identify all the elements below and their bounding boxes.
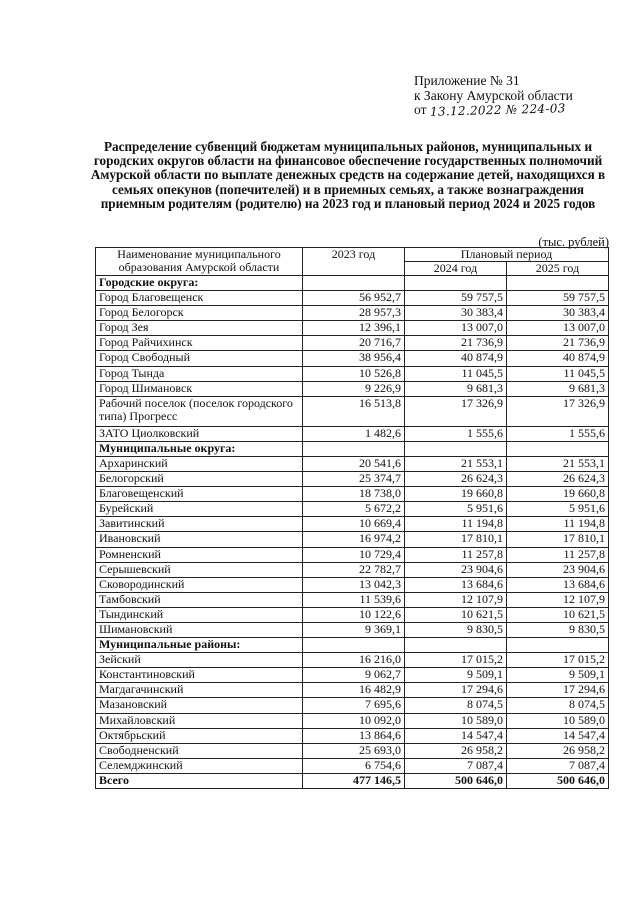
- value-2024: 17 810,1: [405, 532, 507, 547]
- municipality-name: Архаринский: [96, 456, 303, 471]
- municipality-name: Город Тында: [96, 366, 303, 381]
- value-2024: 26 624,3: [405, 472, 507, 487]
- empty-cell: [405, 638, 507, 653]
- table-row: [96, 336, 609, 351]
- table-row: [96, 381, 609, 396]
- table-row: [96, 698, 609, 713]
- empty-cell: [303, 441, 405, 456]
- value-2024: 17 015,2: [405, 653, 507, 668]
- table-row: [96, 517, 609, 532]
- table-row: [96, 321, 609, 336]
- value-2023: 16 974,2: [303, 532, 405, 547]
- value-2025: 12 107,9: [507, 592, 609, 607]
- value-2024: 11 194,8: [405, 517, 507, 532]
- value-2025: 14 547,4: [507, 728, 609, 743]
- header-2023: 2023 год: [303, 248, 405, 276]
- municipality-name: Серышевский: [96, 562, 303, 577]
- table-row: [96, 728, 609, 743]
- table-row: [96, 366, 609, 381]
- value-2024: 30 383,4: [405, 306, 507, 321]
- empty-cell: [507, 441, 609, 456]
- municipality-name: Константиновский: [96, 668, 303, 683]
- value-2024: 9 509,1: [405, 668, 507, 683]
- total-2023: 477 146,5: [303, 773, 405, 788]
- value-2025: 7 087,4: [507, 758, 609, 773]
- table-header-row: [96, 248, 609, 262]
- group-header-row: [96, 276, 609, 291]
- value-2023: 6 754,6: [303, 758, 405, 773]
- group-title: Городские округа:: [96, 276, 303, 291]
- total-2025: 500 646,0: [507, 773, 609, 788]
- municipality-name: Город Свободный: [96, 351, 303, 366]
- municipality-name: Рабочий поселок (поселок городского типа) Прогресс: [96, 396, 303, 426]
- empty-cell: [405, 441, 507, 456]
- value-2023: 1 482,6: [303, 426, 405, 441]
- value-2025: 26 624,3: [507, 472, 609, 487]
- document-title: Распределение субвенций бюджетам муниципальных районов, муниципальных и городских округов области на финансовое обеспечение государственных полномочий Амурской области по выплате денежных средств на содержание детей, находящихся в семьях опекунов (попечителей) и в приемных семьях, а также вознаграждения приемным родителям (родителю) на 2023 год и плановый период 2024 и 2025 годов: [90, 139, 606, 211]
- value-2023: 12 396,1: [303, 321, 405, 336]
- municipality-name: Благовещенский: [96, 487, 303, 502]
- value-2025: 59 757,5: [507, 291, 609, 306]
- value-2025: 40 874,9: [507, 351, 609, 366]
- value-2025: 10 589,0: [507, 713, 609, 728]
- value-2024: 21 736,9: [405, 336, 507, 351]
- table-row: [96, 713, 609, 728]
- value-2023: 10 122,6: [303, 607, 405, 622]
- table-row: [96, 668, 609, 683]
- value-2025: 30 383,4: [507, 306, 609, 321]
- table-row: [96, 743, 609, 758]
- value-2024: 23 904,6: [405, 562, 507, 577]
- empty-cell: [405, 276, 507, 291]
- empty-cell: [303, 638, 405, 653]
- municipality-name: Тамбовский: [96, 592, 303, 607]
- table-row: [96, 426, 609, 441]
- empty-cell: [507, 276, 609, 291]
- value-2023: 25 693,0: [303, 743, 405, 758]
- municipality-name: Город Шимановск: [96, 381, 303, 396]
- municipality-name: Шимановский: [96, 622, 303, 637]
- value-2025: 9 509,1: [507, 668, 609, 683]
- value-2025: 5 951,6: [507, 502, 609, 517]
- municipality-name: Селемджинский: [96, 758, 303, 773]
- value-2024: 5 951,6: [405, 502, 507, 517]
- value-2023: 13 864,6: [303, 728, 405, 743]
- municipality-name: Город Белогорск: [96, 306, 303, 321]
- value-2025: 8 074,5: [507, 698, 609, 713]
- value-2024: 21 553,1: [405, 456, 507, 471]
- table-row: [96, 456, 609, 471]
- empty-cell: [303, 276, 405, 291]
- group-header-row: [96, 441, 609, 456]
- table-row: [96, 607, 609, 622]
- table-row: [96, 562, 609, 577]
- value-2023: 28 957,3: [303, 306, 405, 321]
- value-2024: 12 107,9: [405, 592, 507, 607]
- table-row: [96, 396, 609, 426]
- municipality-name: Бурейский: [96, 502, 303, 517]
- municipality-name: Зейский: [96, 653, 303, 668]
- table-row: [96, 306, 609, 321]
- value-2024: 17 326,9: [405, 396, 507, 426]
- value-2024: 9 830,5: [405, 622, 507, 637]
- value-2024: 9 681,3: [405, 381, 507, 396]
- table-body: [96, 276, 609, 789]
- value-2023: 16 482,9: [303, 683, 405, 698]
- header-name: Наименование муниципального образования Амурской области: [96, 248, 303, 276]
- value-2025: 21 553,1: [507, 456, 609, 471]
- value-2025: 9 681,3: [507, 381, 609, 396]
- value-2023: 38 956,4: [303, 351, 405, 366]
- annex-date-prefix: от: [414, 102, 427, 117]
- table-row: [96, 653, 609, 668]
- municipality-name: Город Благовещенск: [96, 291, 303, 306]
- table-row: [96, 592, 609, 607]
- annex-block: [414, 74, 573, 118]
- municipality-name: Ивановский: [96, 532, 303, 547]
- header-2025: 2025 год: [507, 262, 609, 276]
- total-2024: 500 646,0: [405, 773, 507, 788]
- value-2025: 13 007,0: [507, 321, 609, 336]
- table-row: [96, 577, 609, 592]
- value-2025: 10 621,5: [507, 607, 609, 622]
- municipality-name: Октябрьский: [96, 728, 303, 743]
- subventions-table: [95, 247, 609, 789]
- table-row: [96, 502, 609, 517]
- group-title: Муниципальные округа:: [96, 441, 303, 456]
- value-2023: 25 374,7: [303, 472, 405, 487]
- value-2025: 11 257,8: [507, 547, 609, 562]
- value-2023: 10 526,8: [303, 366, 405, 381]
- value-2025: 19 660,8: [507, 487, 609, 502]
- municipality-name: Белогорский: [96, 472, 303, 487]
- value-2023: 10 729,4: [303, 547, 405, 562]
- value-2023: 20 541,6: [303, 456, 405, 471]
- annex-date-line: [414, 103, 573, 118]
- handwritten-date-number: 13.12.2022 № 224-03: [430, 101, 567, 119]
- value-2023: 22 782,7: [303, 562, 405, 577]
- value-2023: 16 513,8: [303, 396, 405, 426]
- units-note: (тыс. рублей): [538, 235, 609, 249]
- value-2025: 13 684,6: [507, 577, 609, 592]
- value-2024: 10 621,5: [405, 607, 507, 622]
- group-title: Муниципальные районы:: [96, 638, 303, 653]
- value-2023: 10 669,4: [303, 517, 405, 532]
- value-2023: 56 952,7: [303, 291, 405, 306]
- value-2025: 17 810,1: [507, 532, 609, 547]
- value-2023: 9 369,1: [303, 622, 405, 637]
- municipality-name: Магдагачинский: [96, 683, 303, 698]
- value-2023: 9 062,7: [303, 668, 405, 683]
- municipality-name: Михайловский: [96, 713, 303, 728]
- value-2025: 9 830,5: [507, 622, 609, 637]
- value-2023: 9 226,9: [303, 381, 405, 396]
- value-2025: 17 294,6: [507, 683, 609, 698]
- table-row: [96, 532, 609, 547]
- annex-number: Приложение № 31: [414, 73, 520, 88]
- municipality-name: Свободненский: [96, 743, 303, 758]
- value-2023: 5 672,2: [303, 502, 405, 517]
- total-row: [96, 773, 609, 788]
- value-2024: 10 589,0: [405, 713, 507, 728]
- table-row: [96, 351, 609, 366]
- value-2023: 10 092,0: [303, 713, 405, 728]
- value-2024: 11 257,8: [405, 547, 507, 562]
- municipality-name: Город Зея: [96, 321, 303, 336]
- table-row: [96, 547, 609, 562]
- value-2025: 23 904,6: [507, 562, 609, 577]
- header-2024: 2024 год: [405, 262, 507, 276]
- value-2024: 14 547,4: [405, 728, 507, 743]
- value-2023: 18 738,0: [303, 487, 405, 502]
- value-2024: 11 045,5: [405, 366, 507, 381]
- total-label: Всего: [96, 773, 303, 788]
- municipality-name: Ромненский: [96, 547, 303, 562]
- table-row: [96, 683, 609, 698]
- annex-law-reference: к Закону Амурской области: [414, 87, 573, 103]
- value-2023: 7 695,6: [303, 698, 405, 713]
- municipality-name: Мазановский: [96, 698, 303, 713]
- municipality-name: ЗАТО Циолковский: [96, 426, 303, 441]
- value-2024: 13 684,6: [405, 577, 507, 592]
- value-2025: 21 736,9: [507, 336, 609, 351]
- municipality-name: Завитинский: [96, 517, 303, 532]
- value-2024: 40 874,9: [405, 351, 507, 366]
- value-2024: 7 087,4: [405, 758, 507, 773]
- value-2024: 13 007,0: [405, 321, 507, 336]
- empty-cell: [507, 638, 609, 653]
- municipality-name: Сковородинский: [96, 577, 303, 592]
- value-2025: 11 045,5: [507, 366, 609, 381]
- table-row: [96, 622, 609, 637]
- table-row: [96, 758, 609, 773]
- value-2025: 1 555,6: [507, 426, 609, 441]
- municipality-name: Город Райчихинск: [96, 336, 303, 351]
- value-2024: 1 555,6: [405, 426, 507, 441]
- value-2023: 16 216,0: [303, 653, 405, 668]
- value-2025: 26 958,2: [507, 743, 609, 758]
- table-row: [96, 472, 609, 487]
- municipality-name: Тындинский: [96, 607, 303, 622]
- value-2023: 20 716,7: [303, 336, 405, 351]
- table-row: [96, 291, 609, 306]
- group-header-row: [96, 638, 609, 653]
- value-2023: 13 042,3: [303, 577, 405, 592]
- value-2024: 8 074,5: [405, 698, 507, 713]
- header-planned-period: Плановый период: [405, 248, 609, 262]
- value-2025: 17 015,2: [507, 653, 609, 668]
- table-row: [96, 487, 609, 502]
- value-2024: 19 660,8: [405, 487, 507, 502]
- value-2024: 59 757,5: [405, 291, 507, 306]
- value-2024: 26 958,2: [405, 743, 507, 758]
- value-2025: 17 326,9: [507, 396, 609, 426]
- value-2023: 11 539,6: [303, 592, 405, 607]
- value-2024: 17 294,6: [405, 683, 507, 698]
- value-2025: 11 194,8: [507, 517, 609, 532]
